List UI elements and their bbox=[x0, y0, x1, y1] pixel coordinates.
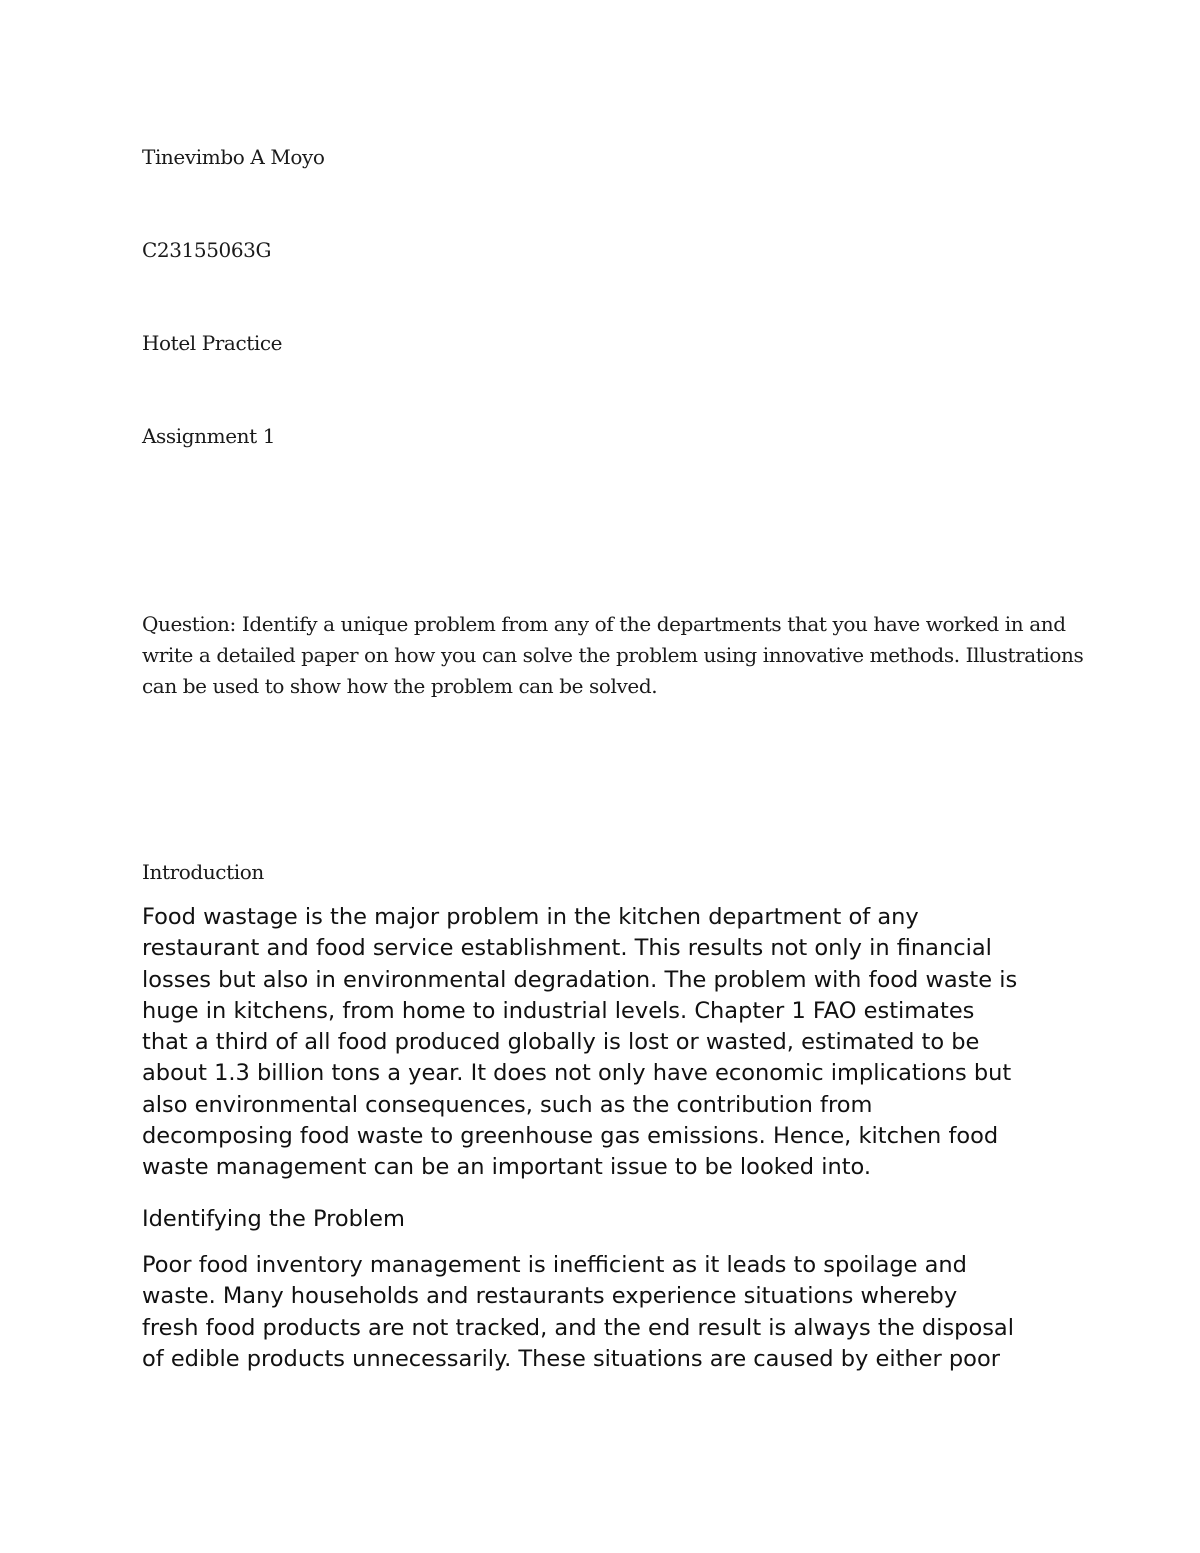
introduction-line: decomposing food waste to greenhouse gas emissions. Hence, kitchen food bbox=[142, 1123, 999, 1150]
problem-line: waste. Many households and restaurants experience situations whereby bbox=[142, 1283, 958, 1310]
introduction-line: huge in kitchens, from home to industrial levels. Chapter 1 FAO estimates bbox=[142, 997, 975, 1024]
question-line: write a detailed paper on how you can solve the problem using innovative methods. Illustrations bbox=[142, 643, 1084, 667]
introduction-line: restaurant and food service establishment. This results not only in financial bbox=[142, 935, 992, 962]
author-name: Tinevimbo A Moyo bbox=[142, 145, 325, 169]
problem-heading: Identifying the Problem bbox=[142, 1206, 405, 1232]
student-id: C23155063G bbox=[142, 238, 272, 262]
introduction-line: Food wastage is the major problem in the kitchen department of any bbox=[142, 904, 919, 930]
problem-line: of edible products unnecessarily. These situations are caused by either poor bbox=[142, 1345, 1000, 1372]
introduction-line: that a third of all food produced globally is lost or wasted, estimated to be bbox=[142, 1029, 980, 1056]
problem-paragraph bbox=[142, 1250, 1082, 1375]
introduction-paragraph bbox=[142, 902, 1082, 1184]
problem-line: Poor food inventory management is inefficient as it leads to spoilage and bbox=[142, 1252, 967, 1278]
introduction-line: about 1.3 billion tons a year. It does not only have economic implications but bbox=[142, 1060, 1012, 1087]
problem-line: fresh food products are not tracked, and the end result is always the disposal bbox=[142, 1314, 1014, 1341]
question-line: Question: Identify a unique problem from any of the departments that you have worked in and bbox=[142, 612, 1066, 636]
question-paragraph bbox=[142, 609, 1082, 702]
question-line: can be used to show how the problem can be solved. bbox=[142, 674, 658, 698]
introduction-heading: Introduction bbox=[142, 860, 264, 884]
assignment-title: Assignment 1 bbox=[142, 424, 276, 448]
introduction-line: losses but also in environmental degradation. The problem with food waste is bbox=[142, 966, 1018, 993]
introduction-line: waste management can be an important issue to be looked into. bbox=[142, 1154, 872, 1181]
course-name: Hotel Practice bbox=[142, 331, 283, 355]
introduction-line: also environmental consequences, such as the contribution from bbox=[142, 1091, 873, 1118]
